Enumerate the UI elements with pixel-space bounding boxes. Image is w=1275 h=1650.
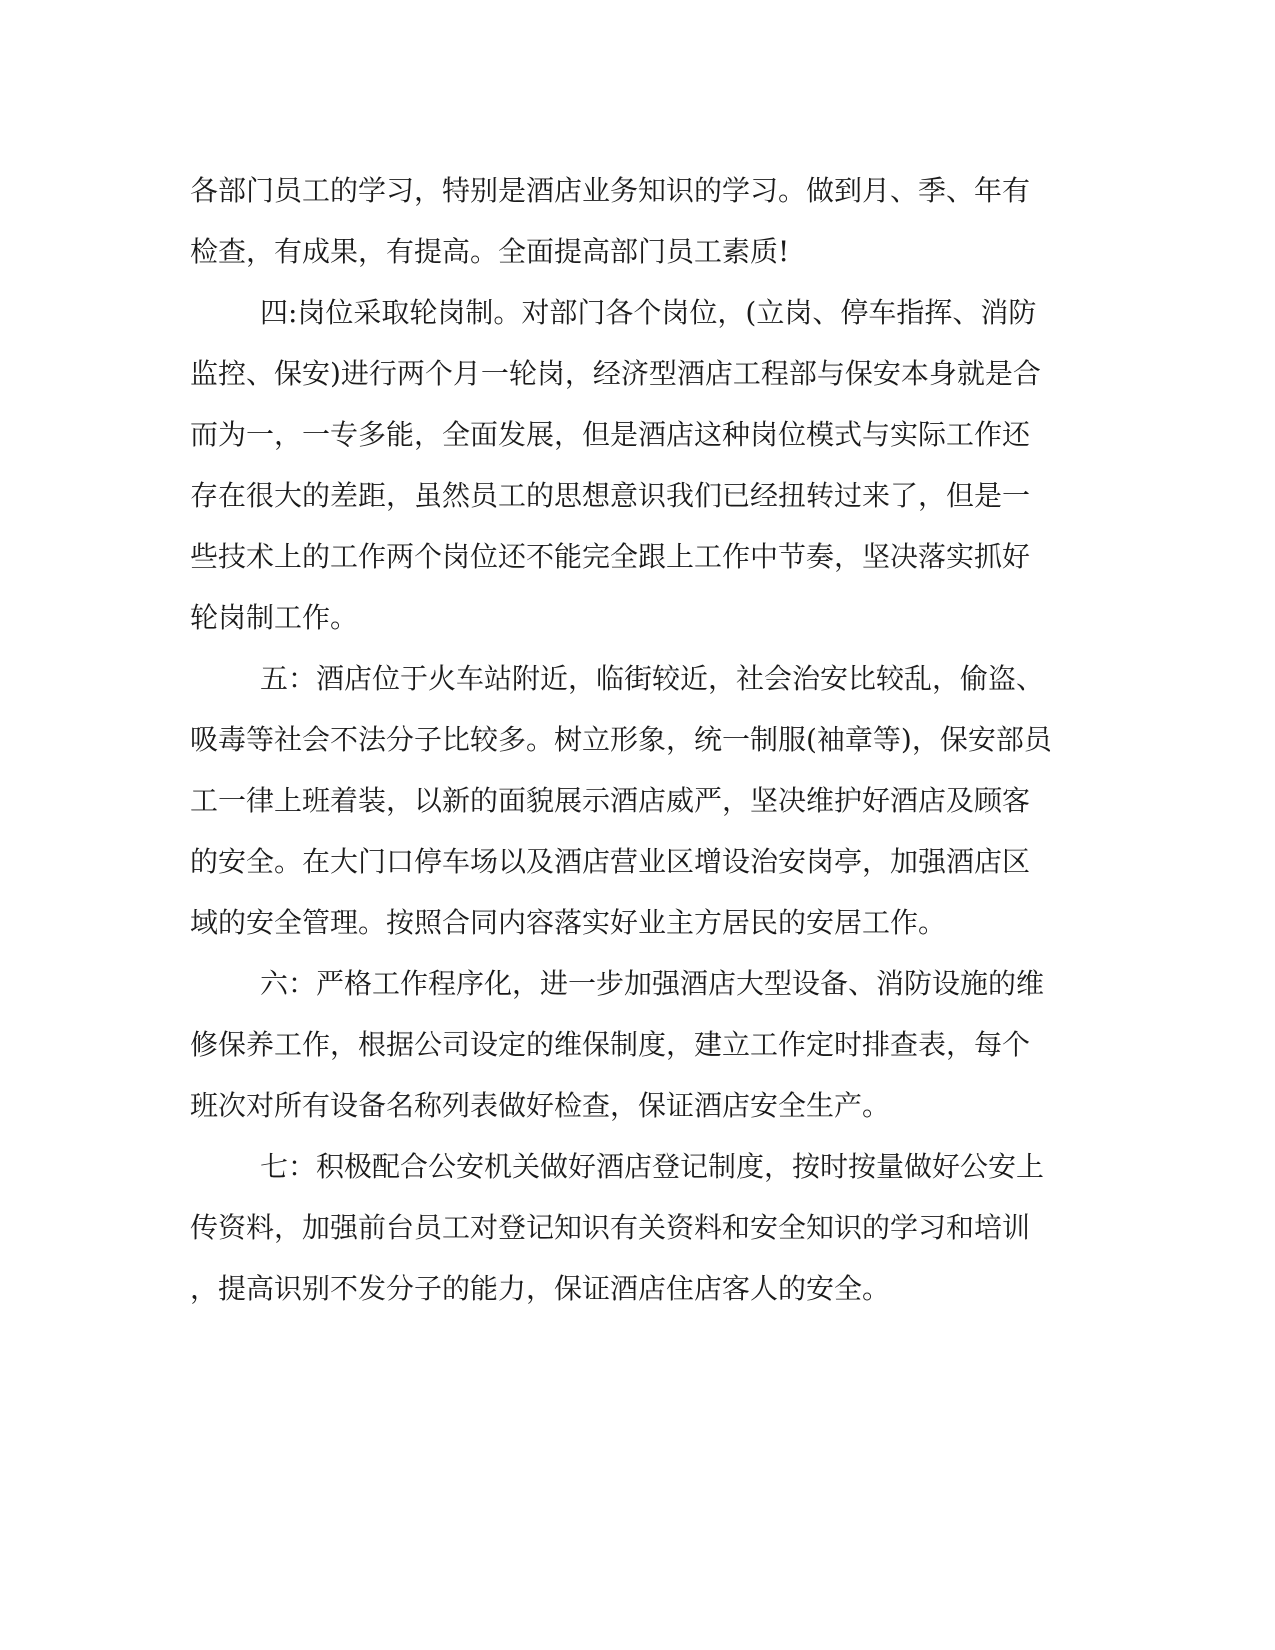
text-line: ，提高识别不发分子的能力，保证酒店住店客人的安全。 [190, 1272, 891, 1305]
text-line: 五：酒店位于火车站附近，临街较近，社会治安比较乱，偷盗、 [260, 662, 1045, 695]
text-line: 轮岗制工作。 [190, 601, 359, 634]
text-line: 工一律上班着装，以新的面貌展示酒店威严，坚决维护好酒店及顾客 [190, 784, 1031, 817]
text-line: 各部门员工的学习，特别是酒店业务知识的学习。做到月、季、年有 [190, 174, 1031, 207]
paragraph-five [190, 648, 1090, 953]
text-line: 些技术上的工作两个岗位还不能完全跟上工作中节奏，坚决落实抓好 [190, 540, 1031, 573]
paragraph-six [190, 953, 1090, 1136]
text-line: 四:岗位采取轮岗制。对部门各个岗位，(立岗、停车指挥、消防 [260, 296, 1037, 329]
text-line: 存在很大的差距，虽然员工的思想意识我们已经扭转过来了，但是一 [190, 479, 1031, 512]
text-line: 监控、保安)进行两个月一轮岗，经济型酒店工程部与保安本身就是合 [190, 357, 1041, 390]
text-line: 检查，有成果，有提高。全面提高部门员工素质! [190, 235, 790, 268]
paragraph-four [190, 282, 1090, 648]
text-line: 的安全。在大门口停车场以及酒店营业区增设治安岗亭，加强酒店区 [190, 845, 1031, 878]
document-body [190, 160, 1090, 1319]
paragraph-continued [190, 160, 1090, 282]
text-line: 传资料，加强前台员工对登记知识有关资料和安全知识的学习和培训 [190, 1211, 1031, 1244]
paragraph-seven [190, 1136, 1090, 1319]
text-line: 六：严格工作程序化，进一步加强酒店大型设备、消防设施的维 [260, 967, 1045, 1000]
text-line: 域的安全管理。按照合同内容落实好业主方居民的安居工作。 [190, 906, 947, 939]
text-line: 吸毒等社会不法分子比较多。树立形象，统一制服(袖章等)，保安部员 [190, 723, 1052, 756]
text-line: 班次对所有设备名称列表做好检查，保证酒店安全生产。 [190, 1089, 891, 1122]
text-line: 而为一，一专多能，全面发展，但是酒店这种岗位模式与实际工作还 [190, 418, 1031, 451]
text-line: 修保养工作，根据公司设定的维保制度，建立工作定时排查表，每个 [190, 1028, 1031, 1061]
text-line: 七：积极配合公安机关做好酒店登记制度，按时按量做好公安上 [260, 1150, 1045, 1183]
